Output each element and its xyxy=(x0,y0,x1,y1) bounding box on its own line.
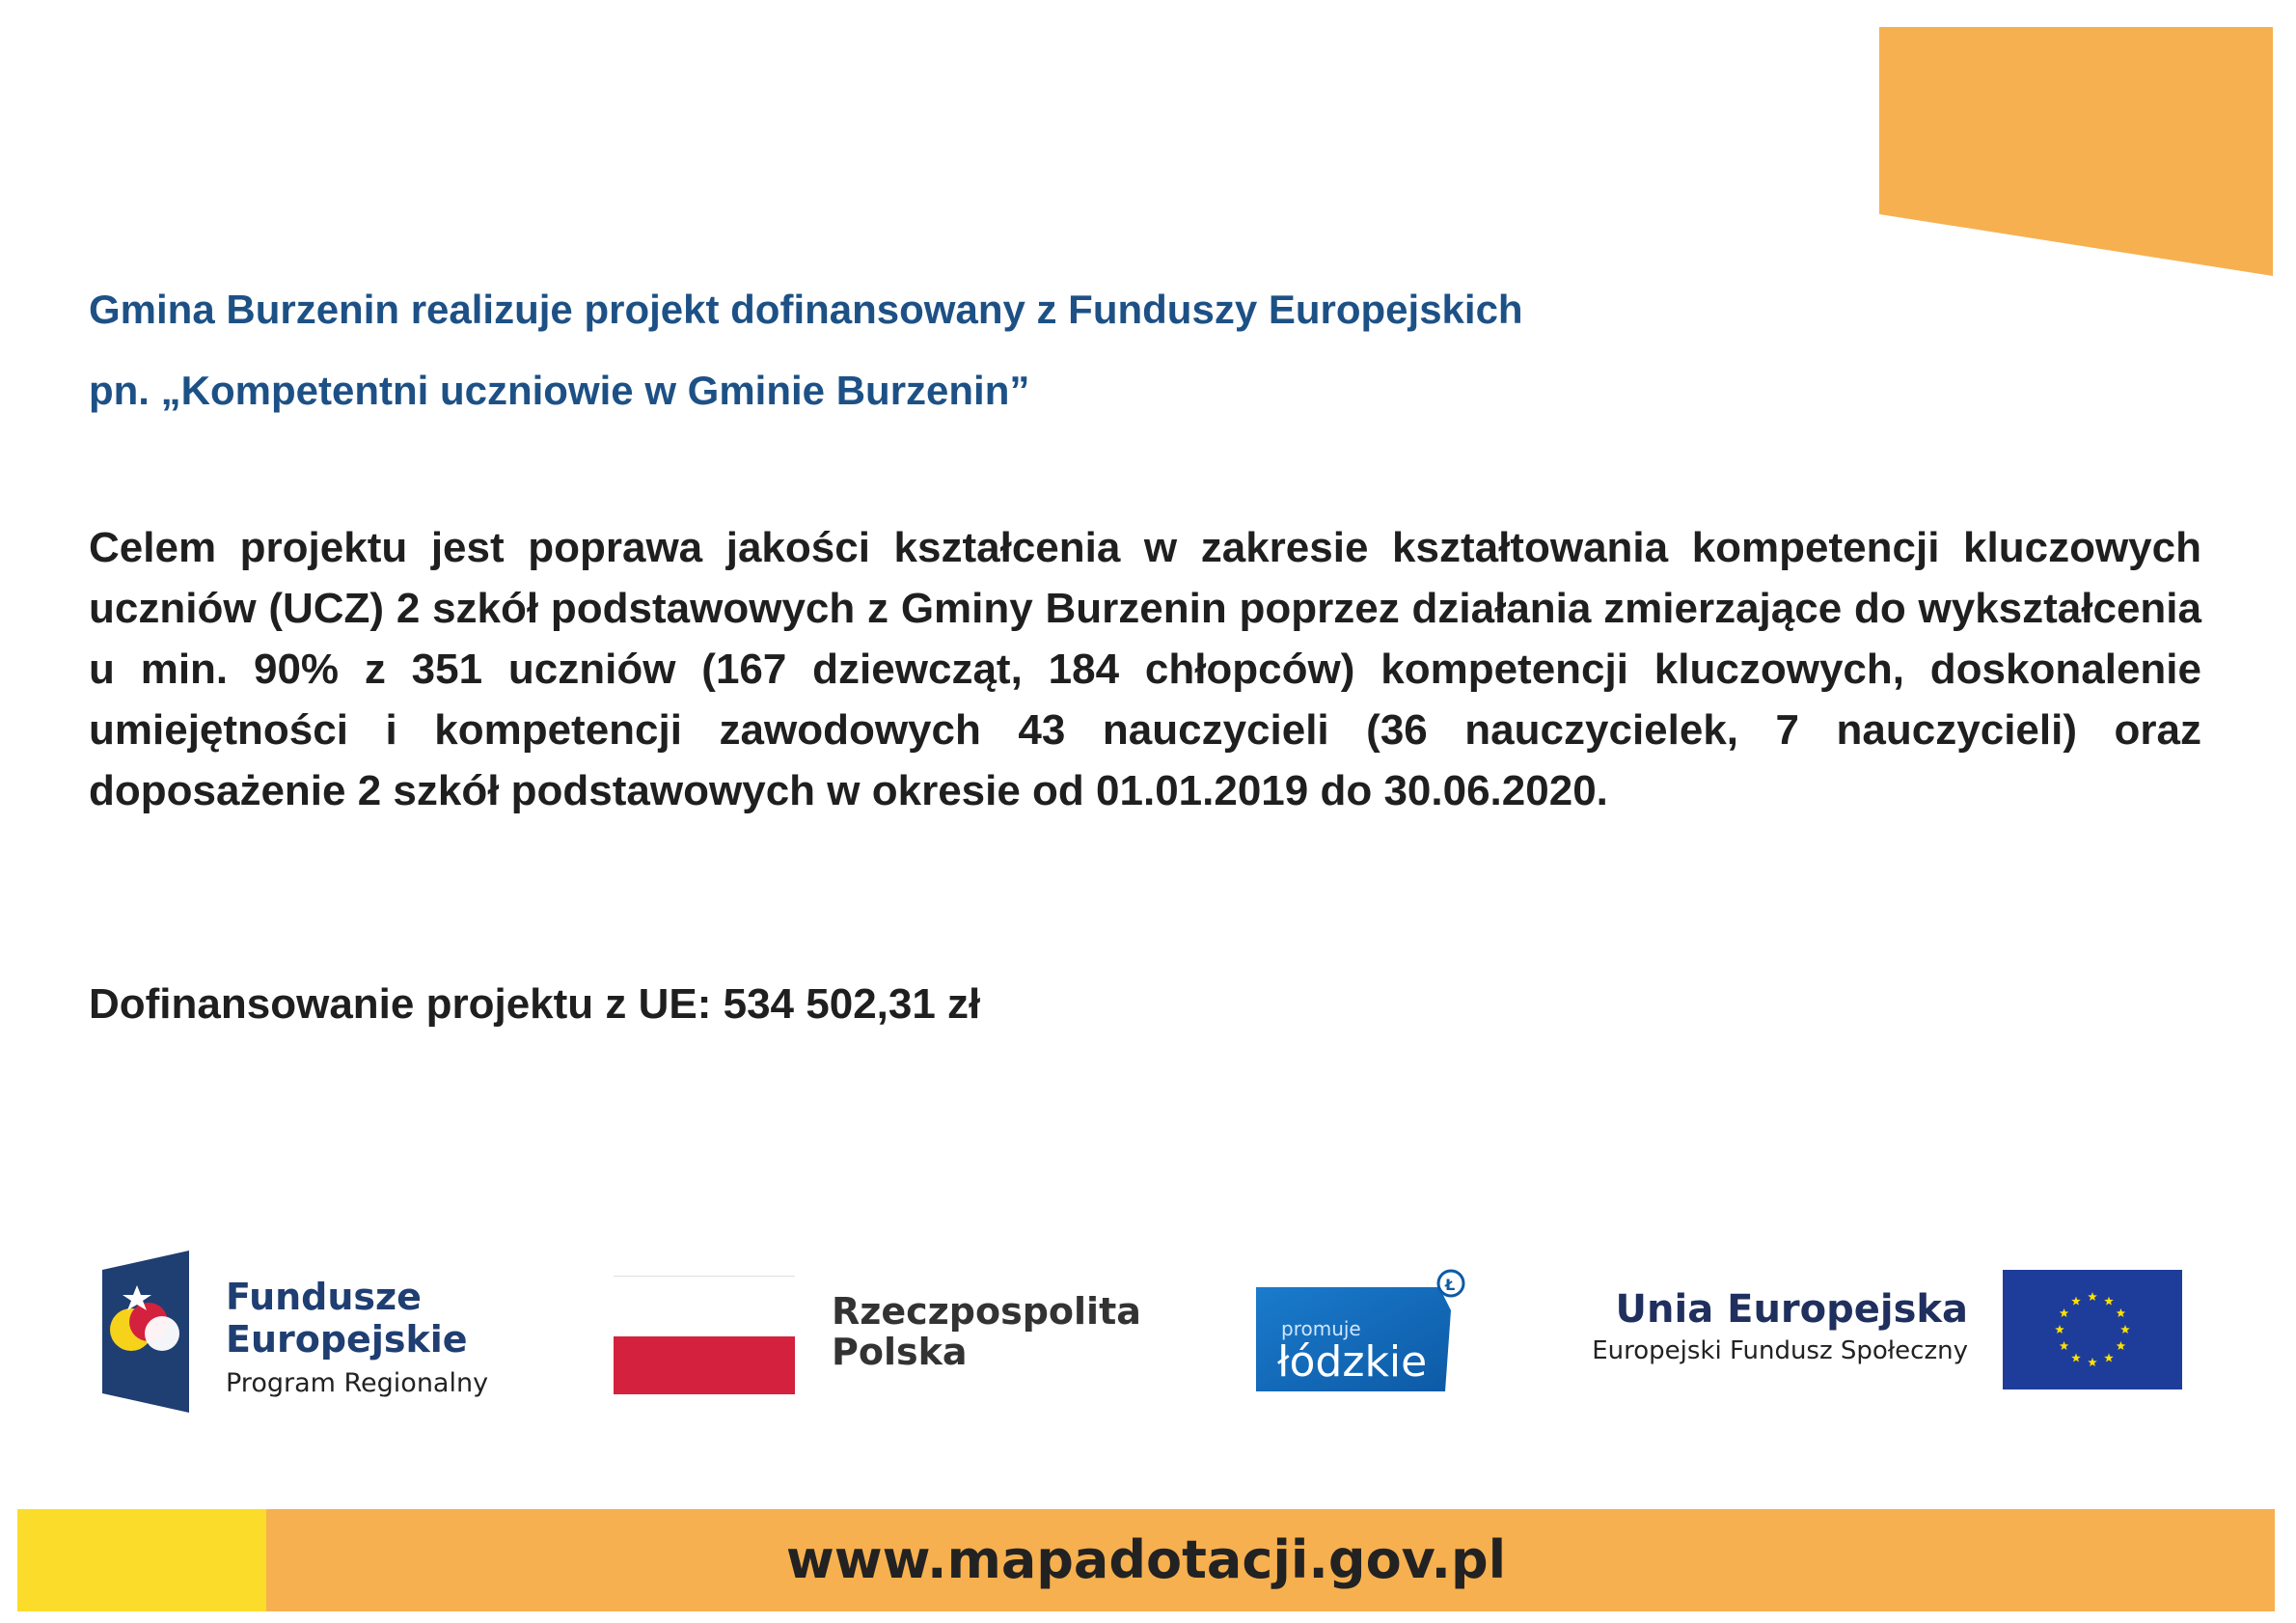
polish-flag-icon xyxy=(614,1276,795,1393)
footer-bar xyxy=(17,1509,2275,1611)
funding-amount: Dofinansowanie projektu z UE: 534 502,31 zł xyxy=(89,980,981,1028)
fundusze-line-1: Fundusze xyxy=(226,1276,422,1318)
promuje-lodzkie-logo-icon xyxy=(1256,1268,1468,1393)
rzeczpospolita-line-2: Polska xyxy=(832,1331,968,1373)
fundusze-line-2: Europejskie xyxy=(226,1318,468,1361)
lodzkie-large-text: łódzkie xyxy=(1277,1337,1428,1387)
lodzkie-badge: Ł xyxy=(1445,1276,1456,1294)
fundusze-europejskie-logo-icon xyxy=(102,1251,189,1413)
fundusze-europejskie-text xyxy=(226,1276,488,1403)
rzeczpospolita-text xyxy=(832,1291,1141,1372)
fundusze-line-3: Program Regionalny xyxy=(226,1368,489,1398)
lodzkie-small-text: promuje xyxy=(1281,1317,1361,1340)
project-description: Celem projektu jest poprawa jakości kształcenia w zakresie kształtowania kompetencji kluczowych uczniów (UCZ) 2 szkół podstawowych z Gminy Burzenin poprzez działania zmierzające do wykształcenia u min. 90% z 351 uczniów (167 dziewcząt, 184 chłopców) kompetencji kluczowych, doskonalenie umiejętności i kompetencji zawodowych 43 nauczycieli (36 nauczycielek, 7 nauczycieli) oraz doposażenie 2 szkół podstawowych w okresie od 01.01.2019 do 30.06.2020. xyxy=(89,524,2201,814)
heading-line-2: pn. „Kompetentni uczniowie w Gminie Burzenin” xyxy=(89,368,1030,413)
footer-url-link[interactable]: www.mapadotacji.gov.pl xyxy=(785,1529,1507,1590)
eu-flag-icon xyxy=(2003,1270,2182,1389)
unia-europejska-text xyxy=(1576,1287,1968,1370)
heading-line-1: Gmina Burzenin realizuje projekt dofinansowany z Funduszy Europejskich xyxy=(89,287,1523,332)
rzeczpospolita-line-1: Rzeczpospolita xyxy=(832,1290,1141,1333)
unia-line-1: Unia Europejska xyxy=(1615,1287,1968,1332)
unia-line-2: Europejski Fundusz Społeczny xyxy=(1592,1336,1968,1365)
corner-orange-shape xyxy=(0,0,2296,289)
